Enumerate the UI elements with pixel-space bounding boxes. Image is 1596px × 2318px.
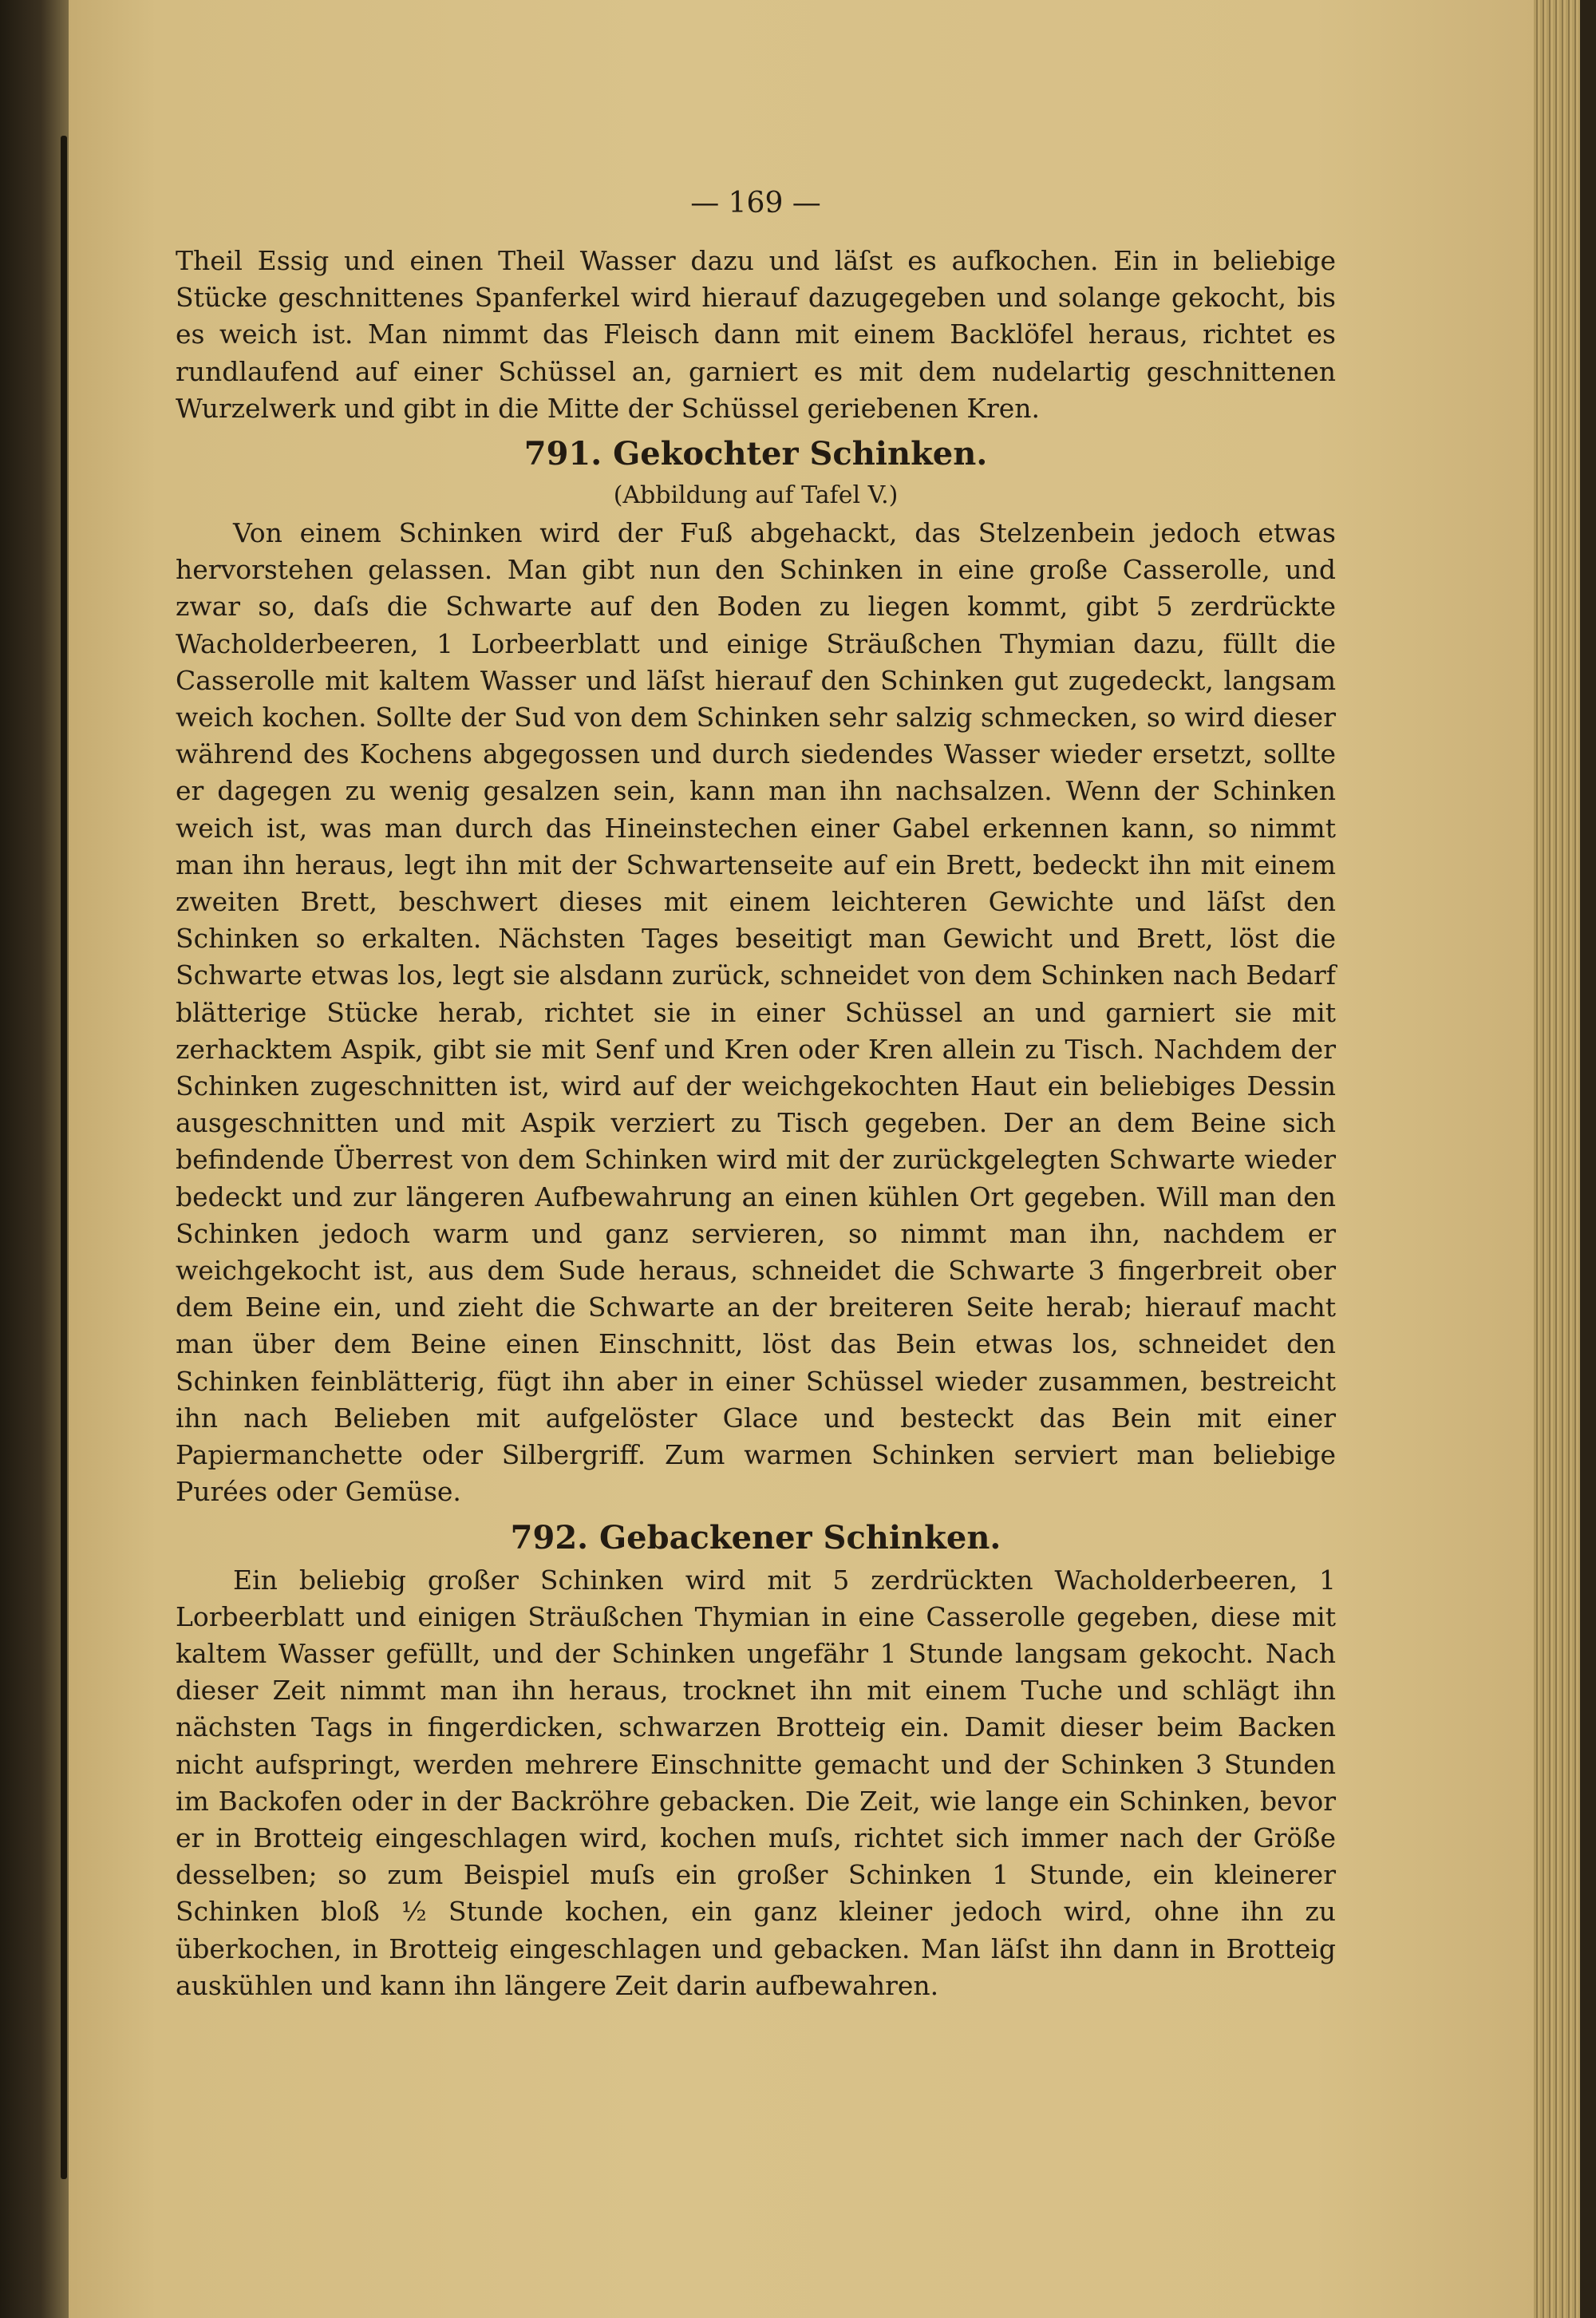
recipe-792 [176,1514,1336,2004]
page-number: — 169 — [690,187,821,220]
recipe-body: Von einem Schinken wird der Fuß abgehackt, das Stelzenbein jedoch etwas hervorstehen gelassen. Man gibt nun den Schinken in eine große Casserolle, und zwar so, daſs die Schwarte auf den Boden zu liegen kommt, gibt 5 zerdrückte Wacholderbeeren, 1 Lorbeerblatt und einige Sträußchen Thymian dazu, füllt die Casserolle mit kaltem Wasser und läſst hierauf den Schinken gut zugedeckt, langsam weich kochen. Sollte der Sud von dem Schinken sehr salzig schmecken, so wird dieser während des Kochens abgegossen und durch siedendes Wasser wieder ersetzt, sollte er dagegen zu wenig gesalzen sein, kann man ihn nachsalzen. Wenn der Schinken weich ist, was man durch das Hineinstechen einer Gabel erkennen kann, so nimmt man ihn heraus, legt ihn mit der Schwartenseite auf ein Brett, bedeckt ihn mit einem zweiten Brett, beschwert dieses mit einem leichteren Gewichte und läſst den Schinken so erkalten. Nächsten Tages beseitigt man Gewicht und Brett, löst die Schwarte etwas los, legt sie alsdann zurück, schneidet von dem Schinken nach Bedarf blätterige Stücke herab, richtet sie in einer Schüssel an und garniert sie mit zerhacktem Aspik, gibt sie mit Senf und Kren oder Kren allein zu Tisch. Nachdem der Schinken zugeschnitten ist, wird auf der weichgekochten Haut ein beliebiges Dessin ausgeschnitten und mit Aspik verziert zu Tisch gegeben. Der an dem Beine sich befindende Überrest von dem Schinken wird mit der zurückgelegten Schwarte wieder bedeckt und zur längeren Aufbewahrung an einen kühlen Ort gegeben. Will man den Schinken jedoch warm und ganz servieren, so nimmt man ihn, nachdem er weichgekocht ist, aus dem Sude heraus, schneidet die Schwarte 3 fingerbreit ober dem Beine ein, und zieht die Schwarte an der breiteren Seite herab; hierauf macht man über dem Beine einen Einschnitt, löst das Bein etwas los, schneidet den Schinken feinblätterig, fügt ihn aber in einer Schüssel wieder zusammen, bestreicht ihn nach Belieben mit aufgelöster Glace und besteckt das Bein mit einer Papiermanchette oder Silbergriff. Zum warmen Schinken serviert man beliebige Purées oder Gemüse. [176,517,1336,1508]
recipe-title: 791. Gekochter Schinken. [523,435,988,473]
recipe-body: Ein beliebig großer Schinken wird mit 5 zerdrückten Wacholderbeeren, 1 Lorbeerblatt und einigen Sträußchen Thymian in eine Casserolle gegeben, diese mit kaltem Wasser gefüllt, und der Schinken ungefähr 1 Stunde langsam gekocht. Nach dieser Zeit nimmt man ihn heraus, trocknet ihn mit einem Tuche und schlägt ihn nächsten Tags in fingerdicken, schwarzen Brotteig ein. Damit dieser beim Backen nicht aufspringt, werden mehrere Einschnitte gemacht und der Schinken 3 Stunden im Backofen oder in der Backröhre gebacken. Die Zeit, wie lange ein Schinken, bevor er in Brotteig eingeschlagen wird, kochen muſs, richtet sich immer nach der Größe desselben; so zum Beispiel muſs ein großer Schinken 1 Stunde, ein kleinerer Schinken bloß ½ Stunde kochen, ein ganz kleiner jedoch wird, ohne ihn zu überkochen, in Brotteig eingeschlagen und gebacken. Man läſst ihn dann in Brotteig auskühlen und kann ihn längere Zeit darin aufbewahren. [176,1564,1336,2001]
recipe-figure-reference: (Abbildung auf Tafel V.) [613,481,899,510]
page-content [176,176,1336,2004]
recipe-791 [176,430,1336,1510]
intro-paragraph: Theil Essig und einen Theil Wasser dazu und läſst es aufkochen. Ein in beliebige Stücke geschnittenes Spanferkel wird hierauf dazugegeben und solange gekocht, bis es weich ist. Man nimmt das Fleisch dann mit einem Backlöfel heraus, richtet es rundlaufend auf einer Schüssel an, garniert es mit dem nudelartig geschnittenen Wurzelwerk und gibt in die Mitte der Schüssel geriebenen Kren. [176,245,1336,424]
binding-shadow [61,136,67,2179]
recipe-title: 792. Gebackener Schinken. [510,1518,1001,1557]
book-gutter [0,0,69,2318]
page-edges [1534,0,1596,2318]
